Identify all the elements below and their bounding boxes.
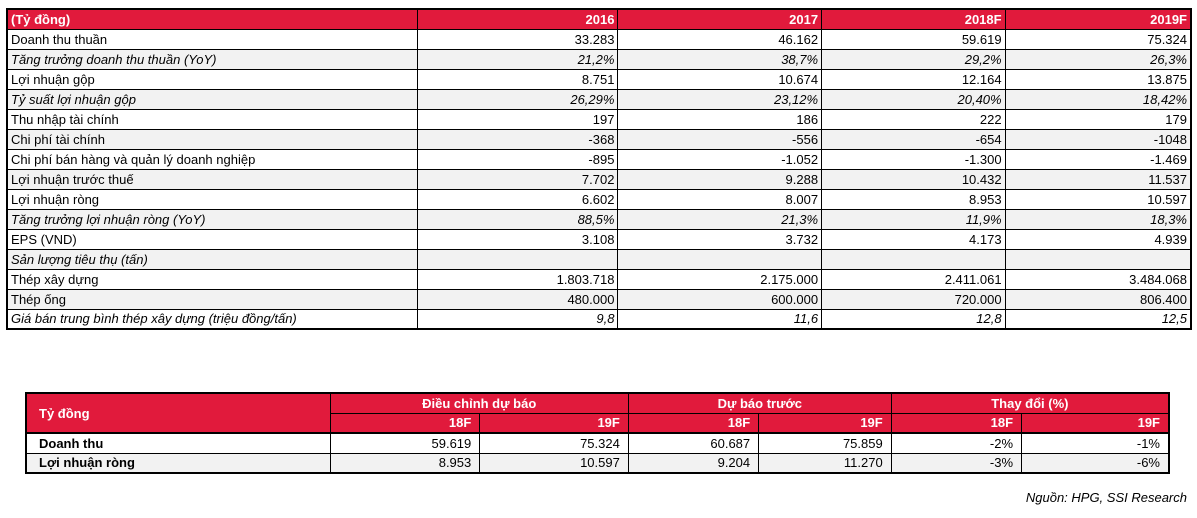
cell-value: 59.619: [330, 433, 480, 453]
table2-sub-19f-previous: 19F: [759, 413, 892, 433]
row-label: Thu nhập tài chính: [7, 109, 418, 129]
table-row: [7, 209, 1191, 229]
cell-value: -6%: [1022, 453, 1169, 473]
cell-value: 600.000: [618, 289, 822, 309]
cell-value: 806.400: [1005, 289, 1191, 309]
row-label: Lợi nhuận gộp: [7, 69, 418, 89]
row-label: Giá bán trung bình thép xây dựng (triệu đồng/tấn): [7, 309, 418, 329]
cell-value: 10.597: [1005, 189, 1191, 209]
cell-value: 11,9%: [822, 209, 1006, 229]
row-label: Chi phí bán hàng và quản lý doanh nghiệp: [7, 149, 418, 169]
table-row: [7, 49, 1191, 69]
cell-value: 38,7%: [618, 49, 822, 69]
table2-body: [26, 433, 1169, 473]
cell-value: 75.859: [759, 433, 892, 453]
table-row: [7, 129, 1191, 149]
cell-value: 179: [1005, 109, 1191, 129]
cell-value: 3.108: [418, 229, 618, 249]
table-row: [7, 89, 1191, 109]
cell-value: -1.469: [1005, 149, 1191, 169]
cell-value: 9.204: [628, 453, 758, 473]
cell-value: 6.602: [418, 189, 618, 209]
cell-value: 75.324: [1005, 29, 1191, 49]
table2-group-adjusted-forecast: Điều chỉnh dự báo: [330, 393, 628, 413]
cell-value: 12.164: [822, 69, 1006, 89]
table-row: [26, 453, 1169, 473]
source-note: Nguồn: HPG, SSI Research: [1025, 490, 1187, 505]
table1-col-2019f: 2019F: [1005, 9, 1191, 29]
cell-value: -1.052: [618, 149, 822, 169]
cell-value: 4.173: [822, 229, 1006, 249]
row-label: Lợi nhuận ròng: [26, 453, 330, 473]
cell-value: 2.411.061: [822, 269, 1006, 289]
cell-value: 59.619: [822, 29, 1006, 49]
annual-forecast-table: [6, 8, 1192, 330]
cell-value: 13.875: [1005, 69, 1191, 89]
cell-value: 88,5%: [418, 209, 618, 229]
row-label: EPS (VND): [7, 229, 418, 249]
cell-value: 11.537: [1005, 169, 1191, 189]
cell-value: 29,2%: [822, 49, 1006, 69]
table-row: [7, 229, 1191, 249]
table1-header-row: [7, 9, 1191, 29]
cell-value: 11.270: [759, 453, 892, 473]
table2-unit-header: Tỷ đồng: [26, 393, 330, 433]
table2-sub-18f-previous: 18F: [628, 413, 758, 433]
table1-col-2018f: 2018F: [822, 9, 1006, 29]
cell-value: 8.007: [618, 189, 822, 209]
table-row: [7, 189, 1191, 209]
cell-value: 197: [418, 109, 618, 129]
cell-value: 3.732: [618, 229, 822, 249]
cell-value: 480.000: [418, 289, 618, 309]
cell-value: 21,2%: [418, 49, 618, 69]
row-label: Thép xây dựng: [7, 269, 418, 289]
table-row: [7, 269, 1191, 289]
cell-value: -368: [418, 129, 618, 149]
cell-value: 12,5: [1005, 309, 1191, 329]
cell-value: [618, 249, 822, 269]
cell-value: 33.283: [418, 29, 618, 49]
forecast-revision-table: [25, 392, 1170, 474]
table-row: [7, 149, 1191, 169]
table-row: [7, 109, 1191, 129]
cell-value: 23,12%: [618, 89, 822, 109]
table-row: [7, 309, 1191, 329]
table2-sub-19f-adjusted: 19F: [480, 413, 629, 433]
table-row: [7, 289, 1191, 309]
cell-value: 10.597: [480, 453, 629, 473]
table1-col-2017: 2017: [618, 9, 822, 29]
cell-value: -1.300: [822, 149, 1006, 169]
cell-value: 21,3%: [618, 209, 822, 229]
cell-value: 8.751: [418, 69, 618, 89]
row-label: Doanh thu: [26, 433, 330, 453]
cell-value: 720.000: [822, 289, 1006, 309]
table2-group-header-row: [26, 393, 1169, 413]
cell-value: 75.324: [480, 433, 629, 453]
cell-value: 2.175.000: [618, 269, 822, 289]
cell-value: 46.162: [618, 29, 822, 49]
table1-body: [7, 29, 1191, 329]
table1-col-2016: 2016: [418, 9, 618, 29]
row-label: Lợi nhuận ròng: [7, 189, 418, 209]
cell-value: 10.674: [618, 69, 822, 89]
cell-value: -1048: [1005, 129, 1191, 149]
table-row: [26, 433, 1169, 453]
cell-value: 18,3%: [1005, 209, 1191, 229]
cell-value: [822, 249, 1006, 269]
cell-value: 186: [618, 109, 822, 129]
cell-value: -1%: [1022, 433, 1169, 453]
cell-value: 10.432: [822, 169, 1006, 189]
cell-value: 26,3%: [1005, 49, 1191, 69]
row-label: Tăng trưởng lợi nhuận ròng (YoY): [7, 209, 418, 229]
row-label: Thép ống: [7, 289, 418, 309]
cell-value: [418, 249, 618, 269]
cell-value: [1005, 249, 1191, 269]
cell-value: -654: [822, 129, 1006, 149]
cell-value: 222: [822, 109, 1006, 129]
table1-unit-header: (Tỷ đồng): [7, 9, 418, 29]
cell-value: 11,6: [618, 309, 822, 329]
cell-value: 8.953: [822, 189, 1006, 209]
table2-group-change-pct: Thay đổi (%): [891, 393, 1169, 413]
cell-value: 60.687: [628, 433, 758, 453]
table-row: [7, 169, 1191, 189]
row-label: Tăng trưởng doanh thu thuần (YoY): [7, 49, 418, 69]
table-row: [7, 29, 1191, 49]
row-label: Lợi nhuận trước thuế: [7, 169, 418, 189]
cell-value: 26,29%: [418, 89, 618, 109]
cell-value: -556: [618, 129, 822, 149]
cell-value: 9.288: [618, 169, 822, 189]
table2-sub-18f-change: 18F: [891, 413, 1021, 433]
row-label: Chi phí tài chính: [7, 129, 418, 149]
row-label: Tỷ suất lợi nhuận gộp: [7, 89, 418, 109]
cell-value: 1.803.718: [418, 269, 618, 289]
table2-sub-19f-change: 19F: [1022, 413, 1169, 433]
cell-value: 7.702: [418, 169, 618, 189]
cell-value: 20,40%: [822, 89, 1006, 109]
cell-value: -3%: [891, 453, 1021, 473]
cell-value: 12,8: [822, 309, 1006, 329]
cell-value: 9,8: [418, 309, 618, 329]
cell-value: 18,42%: [1005, 89, 1191, 109]
table2-sub-18f-adjusted: 18F: [330, 413, 480, 433]
cell-value: -2%: [891, 433, 1021, 453]
cell-value: -895: [418, 149, 618, 169]
row-label: Doanh thu thuần: [7, 29, 418, 49]
table2-group-previous-forecast: Dự báo trước: [628, 393, 891, 413]
cell-value: 3.484.068: [1005, 269, 1191, 289]
table-row: [7, 249, 1191, 269]
cell-value: 4.939: [1005, 229, 1191, 249]
row-label: Sản lượng tiêu thụ (tấn): [7, 249, 418, 269]
cell-value: 8.953: [330, 453, 480, 473]
table-row: [7, 69, 1191, 89]
